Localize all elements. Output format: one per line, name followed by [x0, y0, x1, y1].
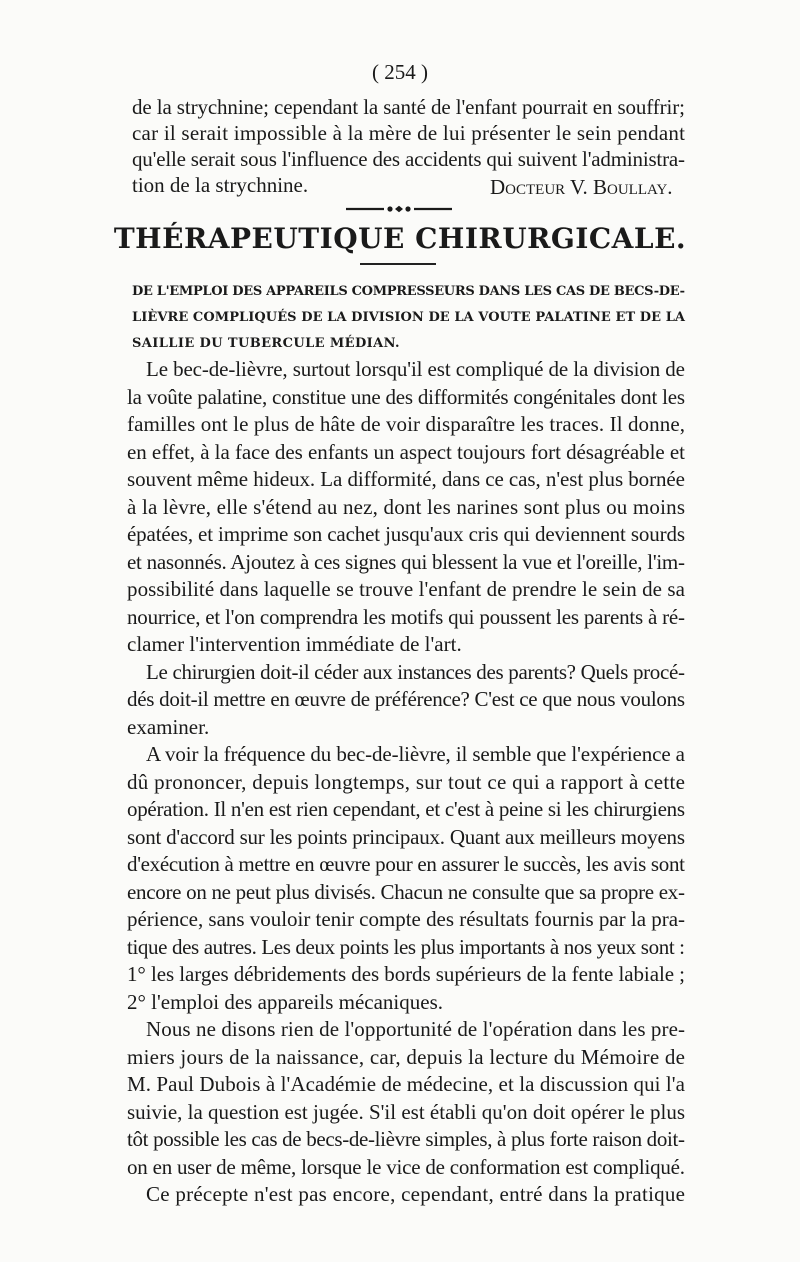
body-line: examiner. — [127, 715, 210, 739]
text-line: qu'elle serait sous l'influence des accidents qui suivent l'administra- — [132, 147, 685, 171]
body-line: Nous ne disons rien de l'opportunité de l'opération dans les pre- — [146, 1017, 686, 1041]
body-line: d'exécution à mettre en œuvre pour en assurer le succès, les avis sont — [127, 852, 685, 876]
body-line: et nasonnés. Ajoutez à ces signes qui blessent la vue et l'oreille, l'im- — [127, 550, 685, 574]
body-line: dû prononcer, depuis longtemps, sur tout ce qui a rapport à cette — [127, 770, 686, 794]
ornament-divider-icon — [344, 205, 454, 213]
body-line: tique des autres. Les deux points les plus importants à nos yeux sont : — [127, 935, 685, 959]
body-line: en effet, à la face des enfants un aspect toujours fort désagréable et — [127, 440, 685, 464]
body-line: suivie, la question est jugée. S'il est établi qu'on doit opérer le plus — [127, 1100, 685, 1124]
body-line: A voir la fréquence du bec-de-lièvre, il semble que l'expérience a — [146, 742, 685, 766]
body-line: tôt possible les cas de becs-de-lièvre simples, à plus forte raison doit- — [127, 1127, 685, 1151]
signature — [490, 175, 673, 200]
body-line: clamer l'intervention immédiate de l'art. — [127, 632, 462, 656]
body-line: familles ont le plus de hâte de voir disparaître les traces. Il donne, — [127, 412, 686, 436]
subtitle-line: LIÈVRE COMPLIQUÉS DE LA DIVISION DE LA VOUTE PALATINE ET DE LA — [132, 310, 686, 325]
body-line: M. Paul Dubois à l'Académie de médecine, et la discussion qui l'a — [127, 1072, 686, 1096]
body-line: opération. Il n'en est rien cependant, et c'est à peine si les chirurgiens — [127, 797, 685, 821]
body-line: Le chirurgien doit-il céder aux instances des parents? Quels procé- — [146, 660, 685, 684]
body-line: nourrice, et l'on comprendra les motifs qui poussent les parents à ré- — [127, 605, 685, 629]
body-line: souvent même hideux. La difformité, dans ce cas, n'est plus bornée — [127, 467, 685, 491]
body-line: Le bec-de-lièvre, surtout lorsqu'il est compliqué de la division de — [146, 357, 685, 381]
text-line: tion de la strychnine. — [132, 173, 309, 197]
body-line: sont d'accord sur les points principaux. Quant aux meilleurs moyens — [127, 825, 685, 849]
body-line: Ce précepte n'est pas encore, cependant, entré dans la pratique — [146, 1182, 686, 1206]
page-number: ( 254 ) — [372, 60, 428, 84]
body-line: la voûte palatine, constitue une des difformités congénitales dont les — [127, 385, 685, 409]
body-line: encore on ne peut plus divisés. Chacun ne consulte que sa propre ex- — [127, 880, 685, 904]
text-line: car il serait impossible à la mère de lui présenter le sein pendant — [132, 121, 686, 145]
body-line: 2° l'emploi des appareils mécaniques. — [127, 990, 444, 1014]
body-line: à la lèvre, elle s'étend au nez, dont les narines sont plus ou moins — [127, 495, 686, 519]
body-line: dés doit-il mettre en œuvre de préférence? C'est ce que nous voulons — [127, 687, 685, 711]
body-line: 1° les larges débridements des bords supérieurs de la fente labiale ; — [127, 962, 685, 986]
subtitle-line: SAILLIE DU TUBERCULE MÉDIAN. — [132, 336, 400, 351]
body-line: périence, sans vouloir tenir compte des résultats fournis par la pra- — [127, 907, 685, 931]
signature-text: Docteur V. Boullay. — [490, 175, 673, 199]
title-rule — [360, 263, 436, 265]
subtitle-line: DE L'EMPLOI DES APPAREILS COMPRESSEURS DANS LES CAS DE BECS-DE- — [132, 284, 685, 299]
text-line: de la strychnine; cependant la santé de l'enfant pourrait en souffrir; — [132, 95, 685, 119]
body-line: épatées, et imprime son cachet jusqu'aux cris qui deviennent sourds — [127, 522, 685, 546]
section-title: THÉRAPEUTIQUE CHIRURGICALE. — [113, 222, 687, 255]
body-line: miers jours de la naissance, car, depuis la lecture du Mémoire de — [127, 1045, 686, 1069]
body-line: possibilité dans laquelle se trouve l'enfant de prendre le sein de sa — [127, 577, 686, 601]
body-line: on en user de même, lorsque le vice de conformation est compliqué. — [127, 1155, 685, 1179]
